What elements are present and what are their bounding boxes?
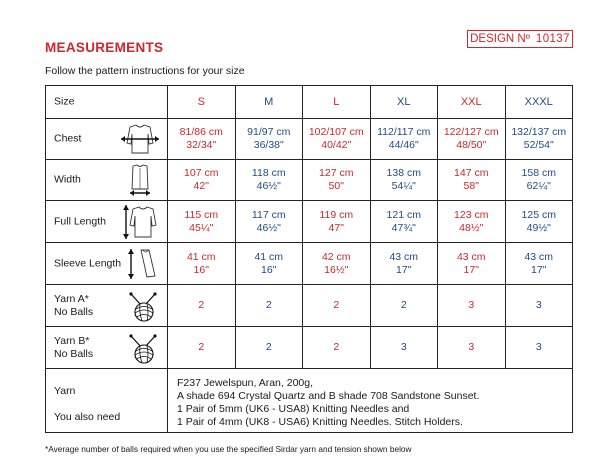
width-measure-icon — [119, 163, 161, 197]
design-number-box — [467, 30, 573, 48]
materials-line: A shade 694 Crystal Quartz and B shade 708 Sandstone Sunset. — [177, 390, 480, 402]
cell-cm: 132/137 cm — [511, 126, 567, 138]
yarn-a-m: 2 — [235, 285, 303, 327]
cell-cm: 123 cm — [454, 208, 489, 221]
cell-in: 48/50" — [456, 139, 487, 151]
size-l: L — [303, 86, 371, 119]
cell-cm: 41 cm — [254, 250, 284, 263]
cell-in: 16" — [193, 263, 209, 276]
yarn-a-xxxl: 3 — [505, 285, 573, 327]
row-label-sleeve-length: Sleeve Length — [46, 243, 168, 285]
cell-in: 52/54" — [523, 139, 554, 151]
measurements-table — [45, 85, 573, 433]
materials-line: 1 Pair of 4mm (UK8 - USA6) Knitting Needles. Stitch Holders. — [177, 416, 463, 428]
cell-in: 17" — [463, 263, 479, 276]
yarn-b-m: 2 — [235, 327, 303, 369]
cell-cm: 138 cm — [386, 167, 421, 179]
cell-in: 17" — [396, 263, 412, 276]
yarn-ball-icon — [125, 290, 161, 322]
cell-cm: 102/107 cm — [308, 126, 364, 138]
yarn-label: Yarn — [54, 384, 76, 397]
row-label-yarn-a: Yarn A* No Balls — [46, 285, 168, 327]
materials-line: 1 Pair of 5mm (UK6 - USA8) Knitting Needles and — [177, 403, 410, 415]
cell-cm: 42 cm — [321, 250, 351, 263]
row-label-yarn-b: Yarn B* No Balls — [46, 327, 168, 369]
cell-cm: 91/97 cm — [247, 126, 291, 138]
size-header-row — [46, 86, 573, 119]
cell-cm: 119 cm — [319, 208, 354, 221]
measurement-row-chest — [46, 119, 573, 160]
yarn-a-l: 2 — [303, 285, 371, 327]
row-label-full-length: Full Length — [46, 201, 168, 243]
size-label-cell: Size — [46, 86, 168, 119]
instructions-subtitle: Follow the pattern instructions for your size — [45, 65, 245, 77]
cell-cm: 41 cm — [186, 250, 216, 263]
cell-cm: 115 cm — [184, 208, 219, 221]
yarn-b-xxxl: 3 — [505, 327, 573, 369]
materials-row — [46, 369, 573, 433]
cell-in: 48½" — [459, 221, 484, 234]
size-m: M — [235, 86, 303, 119]
yarn-ball-icon — [125, 332, 161, 364]
cell-cm: 127 cm — [319, 167, 354, 179]
cell-cm: 118 cm — [251, 167, 286, 179]
cell-in: 17" — [531, 263, 547, 276]
cell-in: 16½" — [324, 263, 349, 276]
cell-in: 42" — [193, 180, 209, 192]
cell-in: 44/46" — [388, 139, 419, 151]
page-heading: MEASUREMENTS — [45, 40, 164, 55]
design-number: 10137 — [535, 33, 570, 45]
cell-cm: 81/86 cm — [179, 126, 223, 138]
measurement-row-sleeve-length — [46, 243, 573, 285]
size-s: S — [168, 86, 236, 119]
cell-cm: 121 cm — [386, 208, 421, 221]
cell-in: 36/38" — [253, 139, 284, 151]
size-xxxl: XXXL — [505, 86, 573, 119]
cell-in: 40/42" — [321, 139, 352, 151]
cell-in: 32/34" — [186, 139, 217, 151]
cell-cm: 112/117 cm — [377, 126, 431, 138]
length-measure-icon — [119, 203, 161, 241]
row-label-chest: Chest — [46, 119, 168, 160]
cell-in: 54¼" — [391, 180, 416, 192]
cell-cm: 117 cm — [251, 208, 286, 221]
yarn-b-xl: 3 — [370, 327, 438, 369]
cell-cm: 43 cm — [456, 250, 486, 263]
cell-in: 49½" — [526, 221, 551, 234]
cell-in: 46½" — [256, 180, 281, 192]
yarn-a-xxl: 3 — [438, 285, 506, 327]
footnote: *Average number of balls required when you use the specified Sirdar yarn and tension shown below — [45, 444, 412, 454]
materials-text — [168, 369, 573, 433]
measurement-row-width — [46, 160, 573, 201]
yarn-a-s: 2 — [168, 285, 236, 327]
cell-in: 47¾" — [391, 221, 416, 234]
yarn-b-xxl: 3 — [438, 327, 506, 369]
materials-labels — [46, 369, 168, 433]
yarn-row-b — [46, 327, 573, 369]
cell-cm: 43 cm — [389, 250, 419, 263]
cell-cm: 122/127 cm — [443, 126, 499, 138]
size-xxl: XXL — [438, 86, 506, 119]
row-label-width: Width — [46, 160, 168, 201]
measurement-row-full-length — [46, 201, 573, 243]
sleeve-measure-icon — [125, 246, 161, 282]
cell-in: 58" — [463, 180, 479, 192]
you-also-need-label: You also need — [54, 410, 121, 423]
cell-in: 50" — [328, 180, 344, 192]
design-label: DESIGN Nº — [470, 33, 530, 45]
cell-in: 47" — [328, 221, 344, 234]
materials-line: F237 Jewelspun, Aran, 200g, — [177, 377, 314, 389]
chest-measure-icon — [119, 123, 161, 155]
yarn-a-xl: 2 — [370, 285, 438, 327]
cell-in: 46½" — [256, 221, 281, 234]
cell-cm: 125 cm — [521, 208, 556, 221]
cell-cm: 43 cm — [524, 250, 554, 263]
cell-cm: 107 cm — [184, 167, 219, 179]
yarn-row-a — [46, 285, 573, 327]
size-xl: XL — [370, 86, 438, 119]
cell-cm: 158 cm — [521, 167, 556, 179]
cell-in: 45¼" — [189, 221, 214, 234]
yarn-b-l: 2 — [303, 327, 371, 369]
yarn-b-s: 2 — [168, 327, 236, 369]
cell-cm: 147 cm — [454, 167, 489, 179]
cell-in: 16" — [261, 263, 277, 276]
cell-in: 62¼" — [526, 180, 551, 192]
